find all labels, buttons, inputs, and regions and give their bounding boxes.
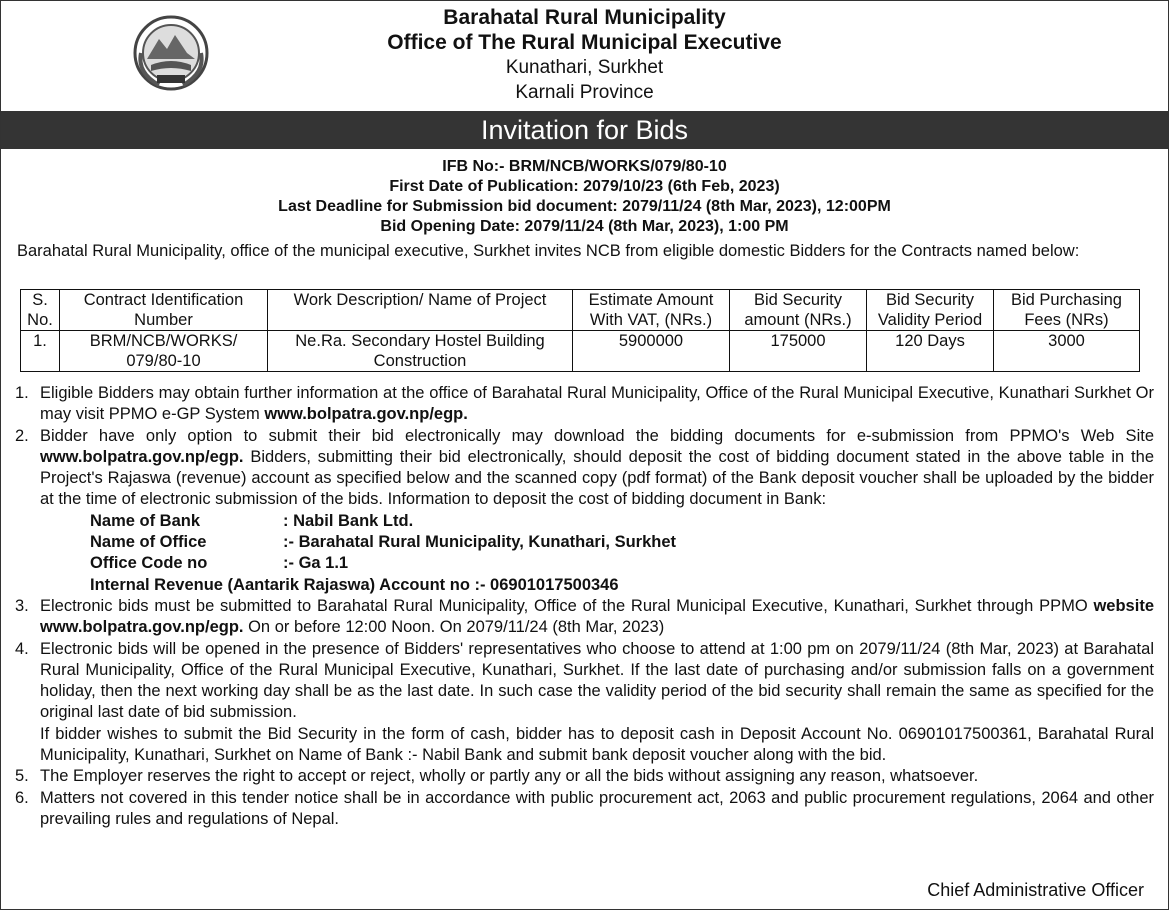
cell-work-description: Ne.Ra. Secondary Hostel Building Construction [268, 331, 573, 372]
notes-list [15, 383, 1154, 830]
bank-name-value: : Nabil Bank Ltd. [283, 511, 414, 530]
note-item-5 [15, 766, 1154, 787]
note-text: The Employer reserves the right to accept or reject, wholly or partly any or all the bids without assigning any reason, whatsoever. [40, 767, 979, 786]
egp-link[interactable]: www.bolpatra.gov.np/egp. [40, 447, 244, 466]
intro-paragraph: Barahatal Rural Municipality, office of the municipal executive, Surkhet invites NCB from eligible domestic Bidders for the Contracts named below: [17, 242, 1080, 260]
col-header-sno: S. No. [21, 290, 60, 331]
office-code-value: :- Ga 1.1 [283, 554, 349, 573]
table-row [21, 331, 1140, 372]
col-header-bid-security-amount: Bid Security amount (NRs.) [730, 290, 867, 331]
province-name: Karnali Province [515, 82, 654, 103]
col-header-work-description: Work Description/ Name of Project [268, 290, 573, 331]
office-heading [1, 5, 1168, 105]
bank-row [90, 511, 1154, 532]
note-item-1 [15, 383, 1154, 426]
submission-deadline: Last Deadline for Submission bid document: 2079/11/24 (8th Mar, 2023), 12:00PM [278, 198, 891, 215]
office-code-row [90, 553, 1154, 574]
note-text: Electronic bids must be submitted to Barahatal Rural Municipality, Office of the Rural Municipal Executive, Kunathari, Surkhet through PPMO [40, 596, 1094, 615]
note-text-cont: Bidders, submitting their bid electronically, should deposit the cost of bidding document stated in the above table in the Project's Rajaswa (revenue) account as specified below and the scanned copy (pdf format) of the Bank deposit voucher shall be uploaded by the bidder at the time of electronic submission of the bids. Information to deposit the cost of bidding document in Bank: [40, 447, 1154, 509]
cell-bid-security-amount: 175000 [730, 331, 867, 372]
cell-sno: 1. [21, 331, 60, 372]
office-name: Office of The Rural Municipal Executive [387, 31, 782, 54]
first-publication-date: First Date of Publication: 2079/10/23 (6th Feb, 2023) [389, 178, 780, 195]
note-text: Electronic bids will be opened in the presence of Bidders' representatives who choose to attend at 1:00 pm on 2079/11/24 (8th Mar, 2023) at Barahatal Rural Municipality, Office of the Rural Municipal Executive, Kunathari, Surkhet. If the last date of purchasing and/or submission falls on a government holiday, then the next working day shall be as the last date. In such case the validity period of the bid security shall remain the same as specified for the original last date of bid submission. [40, 639, 1154, 722]
note-item-4 [15, 639, 1154, 767]
cell-contract-id: BRM/NCB/WORKS/ 079/80-10 [60, 331, 268, 372]
cell-purchasing-fees: 3000 [994, 331, 1140, 372]
office-location: Kunathari, Surkhet [505, 57, 664, 78]
contracts-table [20, 289, 1140, 372]
col-header-contract-id: Contract Identification Number [60, 290, 268, 331]
bank-name-label: Name of Bank [90, 511, 201, 530]
table-header-row [21, 290, 1140, 331]
note-text: Bidder have only option to submit their bid electronically may download the bidding documents for e-submission from PPMO's Web Site [40, 426, 1154, 445]
note-item-6 [15, 788, 1154, 831]
note-text: Eligible Bidders may obtain further information at the office of Barahatal Rural Municipality, Office of the Rural Municipal Executive, Kunathari Surkhet Or may visit PPMO e-GP System [40, 384, 1154, 424]
note-number: 4. [15, 639, 29, 658]
note-text: Matters not covered in this tender notice shall be in accordance with public procurement act, 2063 and public procurement regulations, 2064 and other prevailing rules and regulations of Nepal. [40, 788, 1154, 828]
note-number: 6. [15, 788, 29, 807]
note-text-cont: On or before 12:00 Noon. On 2079/11/24 (8th Mar, 2023) [243, 618, 665, 637]
website-link[interactable]: website www.bolpatra.gov.np/egp. [40, 596, 1154, 637]
office-name-label: Name of Office [90, 533, 207, 552]
col-header-purchasing-fees: Bid Purchasing Fees (NRs) [994, 290, 1140, 331]
revenue-account: Internal Revenue (Aantarik Rajaswa) Account no :- 06901017500346 [90, 575, 619, 594]
note-number: 3. [15, 596, 29, 615]
col-header-validity-period: Bid Security Validity Period [867, 290, 994, 331]
bank-details [15, 511, 1154, 596]
note-number: 1. [15, 384, 29, 402]
office-row [90, 532, 1154, 553]
header [1, 1, 1168, 111]
cell-validity-period: 120 Days [867, 331, 994, 372]
bid-meta [1, 157, 1168, 237]
egp-link[interactable]: www.bolpatra.gov.np/egp. [264, 405, 468, 424]
note-number: 5. [15, 767, 29, 786]
signatory-title: Chief Administrative Officer [927, 880, 1144, 900]
bid-opening-date: Bid Opening Date: 2079/11/24 (8th Mar, 2023), 1:00 PM [380, 218, 789, 235]
note-text-cash-deposit: If bidder wishes to submit the Bid Security in the form of cash, bidder has to deposit cash in Deposit Account No. 06901017500361, Barahatal Rural Municipality, Kunathari, Surkhet on Name of Bank :- Nabil Bank and submit bank deposit voucher along with the bid. [40, 724, 1154, 765]
ifb-number: IFB No:- BRM/NCB/WORKS/079/80-10 [442, 158, 727, 175]
municipality-name: Barahatal Rural Municipality [443, 6, 726, 29]
office-code-label: Office Code no [90, 554, 208, 573]
note-number: 2. [15, 426, 29, 445]
office-name-value: :- Barahatal Rural Municipality, Kunathari, Surkhet [283, 533, 677, 552]
note-item-2 [15, 426, 1154, 511]
notice-title-banner: Invitation for Bids [1, 111, 1168, 149]
cell-estimate-amount: 5900000 [573, 331, 730, 372]
note-item-3 [15, 596, 1154, 639]
col-header-estimate-amount: Estimate Amount With VAT, (NRs.) [573, 290, 730, 331]
